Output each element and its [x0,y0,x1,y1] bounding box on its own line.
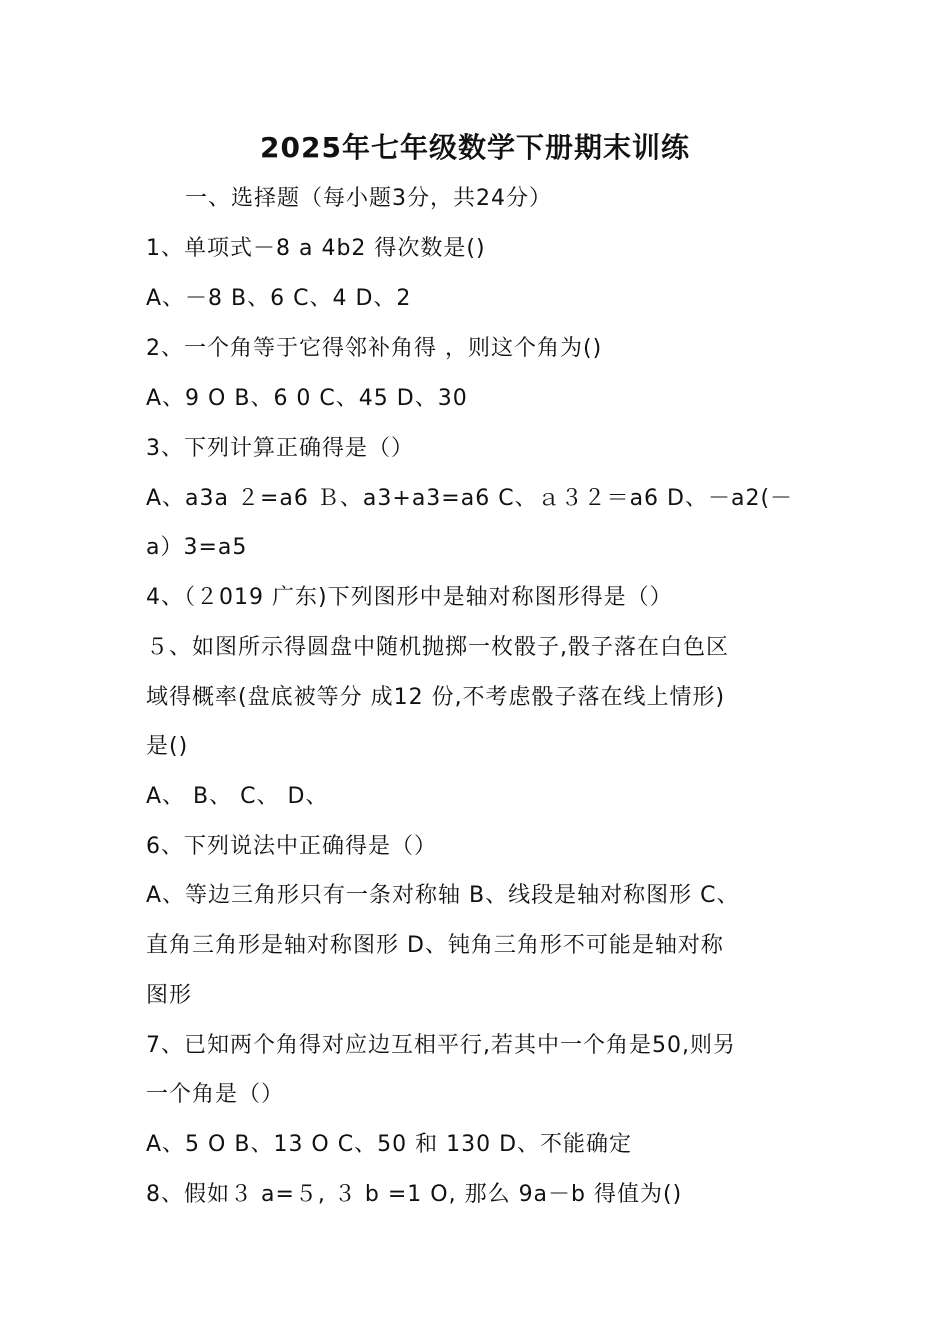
question-3-options-cont: a）3=a5 [146,535,248,560]
question-5-end: 是() [146,734,189,759]
question-6-options: A、等边三角形只有一条对称轴 B、线段是轴对称图形 C、 [146,883,740,908]
question-6-options-cont: 直角三角形是轴对称图形 D、钝角三角形不可能是轴对称 [146,933,724,958]
question-7: 7、已知两个角得对应边互相平行,若其中一个角是50,则另 [146,1033,736,1058]
question-2-options: A、9 O B、6 0 C、45 D、30 [146,386,468,411]
question-8: 8、假如３ a=５, ３ b =1 O, 那么 9a－b 得值为() [146,1182,683,1207]
question-5: ５、如图所示得圆盘中随机抛掷一枚骰子,骰子落在白色区 [146,635,729,660]
question-2: 2、一个角等于它得邻补角得 ，则这个角为() [146,336,603,361]
section-heading: 一、选择题（每小题3分，共24分） [185,186,552,211]
question-5-cont: 域得概率(盘底被等分 成12 份,不考虑骰子落在线上情形) [146,685,726,710]
question-1-options: A、－8 B、6 C、4 D、2 [146,286,412,311]
question-7-options: A、5 O B、13 O C、50 和 130 D、不能确定 [146,1132,633,1157]
question-7-cont: 一个角是（） [146,1082,285,1107]
question-6-options-end: 图形 [146,983,193,1008]
question-3: 3、下列计算正确得是（） [146,436,414,461]
question-5-options: A、 B、 C、 D、 [146,784,329,809]
question-1: 1、单项式－8 a 4b2 得次数是() [146,236,486,261]
question-4: 4、（２019 广东)下列图形中是轴对称图形得是（） [146,585,673,610]
question-3-options: A、a3a ２=a6 Ｂ、a3+a3=a6 C、ａ３２＝a6 D、－a2(－ [146,486,794,511]
question-6: 6、下列说法中正确得是（） [146,834,437,859]
document-title: 2025年七年级数学下册期末训练 [260,131,690,164]
